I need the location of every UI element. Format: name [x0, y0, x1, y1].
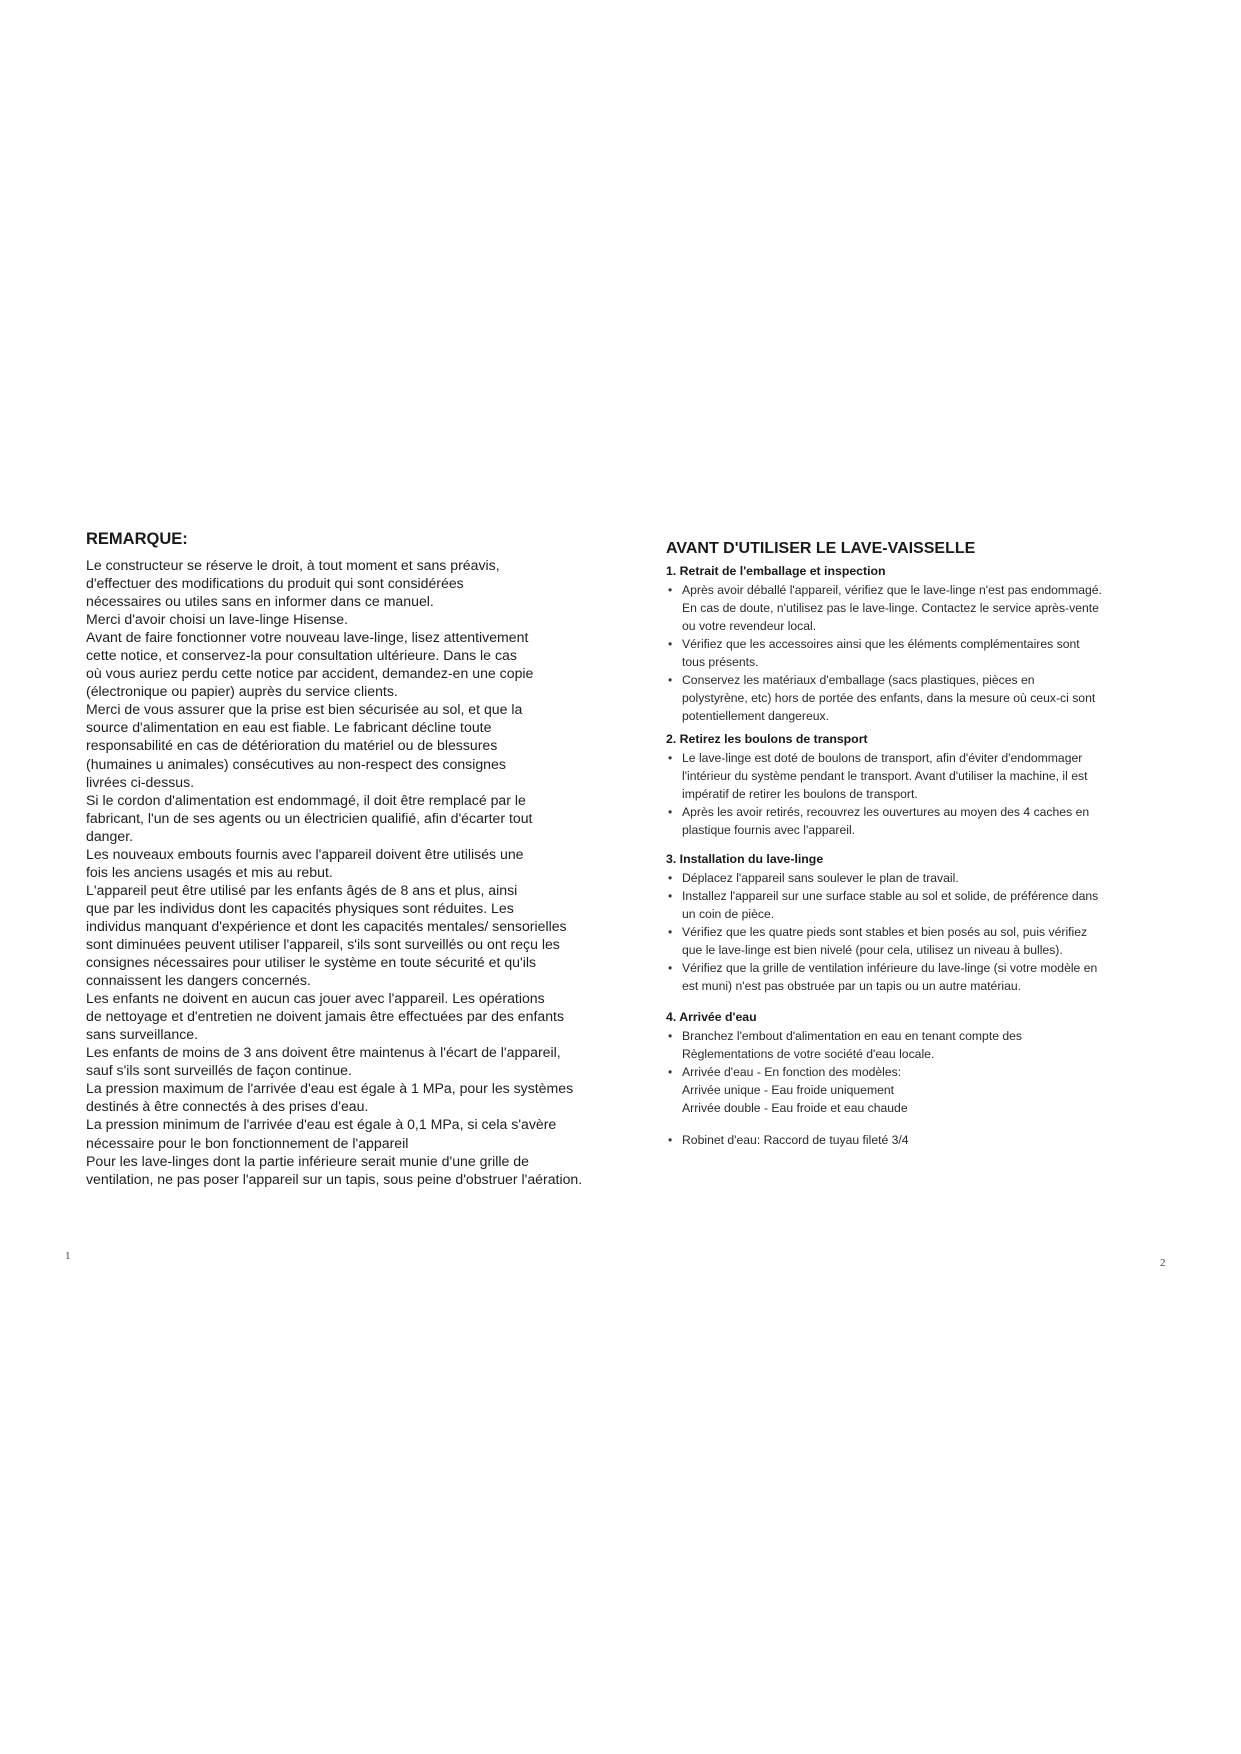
bullet-item — [666, 635, 1171, 671]
remarque-line: responsabilité en cas de détérioration du matériel ou de blessures — [86, 737, 498, 754]
remarque-line: (électronique ou papier) auprès du service clients. — [86, 683, 398, 700]
bullet-list — [666, 749, 1171, 839]
bullet-line: • Branchez l'embout d'alimentation en eau en tenant compte des — [682, 1029, 1023, 1043]
remarque-line: L'appareil peut être utilisé par les enfants âgés de 8 ans et plus, ainsi — [86, 881, 518, 898]
remarque-line: nécessaire pour le bon fonctionnement de l'appareil — [86, 1134, 409, 1151]
remarque-line: danger. — [86, 827, 134, 844]
section-title: 1. Retrait de l'emballage et inspection — [666, 564, 886, 578]
bullet-line: • Déplacez l'appareil sans soulever le plan de travail. — [682, 871, 959, 885]
bullet-item — [666, 581, 1171, 635]
remarque-line: ventilation, ne pas poser l'appareil sur un tapis, sous peine d'obstruer l'aération. — [86, 1170, 583, 1187]
remarque-paragraph — [86, 556, 646, 1188]
bullet-item — [666, 671, 1171, 725]
remarque-heading: REMARQUE: — [86, 530, 188, 548]
bullet-line: • Après avoir déballé l'appareil, vérifiez que le lave-linge n'est pas endommagé. — [682, 583, 1102, 597]
right-column — [666, 540, 1171, 1155]
bullet-line: En cas de doute, n'utilisez pas le lave-linge. Contactez le service après-vente — [682, 601, 1099, 615]
bullet-line: • Après les avoir retirés, recouvrez les ouvertures au moyen des 4 caches en — [682, 805, 1090, 819]
left-column — [86, 530, 646, 1188]
remarque-line: La pression maximum de l'arrivée d'eau est égale à 1 MPa, pour les systèmes — [86, 1080, 574, 1097]
page-number-right: 2 — [1160, 1257, 1166, 1269]
section-title: 2. Retirez les boulons de transport — [666, 732, 868, 746]
remarque-line: que par les individus dont les capacités physiques sont réduites. Les — [86, 899, 514, 916]
remarque-line: d'effectuer des modifications du produit qui sont considérées — [86, 575, 464, 592]
remarque-line: fois les anciens usagés et mis au rebut. — [86, 863, 333, 880]
bullet-item — [666, 1131, 1171, 1149]
bullet-item — [666, 1027, 1171, 1063]
section-4 — [666, 1009, 1171, 1149]
bullet-list — [666, 581, 1171, 725]
page-number-left: 1 — [65, 1250, 71, 1262]
section-title: 4. Arrivée d'eau — [666, 1010, 757, 1024]
remarque-line: Pour les lave-linges dont la partie inférieure serait munie d'une grille de — [86, 1152, 529, 1169]
remarque-line: Si le cordon d'alimentation est endommagé, il doit être remplacé par le — [86, 791, 526, 808]
remarque-line: livrées ci-dessus. — [86, 773, 195, 790]
remarque-line: de nettoyage et d'entretien ne doivent jamais être effectuées par des enfants — [86, 1008, 565, 1025]
remarque-line: Merci de vous assurer que la prise est bien sécurisée au sol, et que la — [86, 701, 523, 718]
bullet-line: • Arrivée d'eau - En fonction des modèles: — [682, 1065, 902, 1079]
bullet-line: Arrivée unique - Eau froide uniquement — [682, 1083, 895, 1097]
section-title: 3. Installation du lave-linge — [666, 852, 824, 866]
before-use-heading: AVANT D'UTILISER LE LAVE-VAISSELLE — [666, 540, 976, 557]
bullet-item — [666, 749, 1171, 803]
remarque-line: Merci d'avoir choisi un lave-linge Hisense. — [86, 611, 348, 628]
section-1 — [666, 563, 1171, 725]
remarque-line: sont diminuées peuvent utiliser l'appareil, s'ils sont surveillés ou ont reçu les — [86, 935, 560, 952]
remarque-line: Les nouveaux embouts fournis avec l'appareil doivent être utilisés une — [86, 845, 524, 862]
bullet-item — [666, 869, 1171, 887]
bullet-list — [666, 869, 1171, 995]
bullet-line: • Robinet d'eau: Raccord de tuyau fileté 3/4 — [682, 1133, 909, 1147]
bullet-line: que le lave-linge est bien nivelé (pour cela, utilisez un niveau à bulles). — [682, 943, 1063, 957]
bullet-line: • Vérifiez que les quatre pieds sont stables et bien posés au sol, puis vérifiez — [682, 925, 1088, 939]
bullet-line: un coin de pièce. — [682, 907, 775, 921]
remarque-line: fabricant, l'un de ses agents ou un électricien qualifié, afin d'écarter tout — [86, 809, 533, 826]
remarque-line: Les enfants ne doivent en aucun cas jouer avec l'appareil. Les opérations — [86, 990, 545, 1007]
bullet-line: l'intérieur du système pendant le transport. Avant d'utiliser la machine, il est — [682, 769, 1088, 783]
bullet-item — [666, 923, 1171, 959]
bullet-list — [666, 1027, 1171, 1149]
bullet-line: • Le lave-linge est doté de boulons de transport, afin d'éviter d'endommager — [682, 751, 1083, 765]
bullet-line: • Conservez les matériaux d'emballage (sacs plastiques, pièces en — [682, 673, 1035, 687]
bullet-line: potentiellement dangereux. — [682, 709, 830, 723]
bullet-line: polystyrène, etc) hors de portée des enfants, dans la mesure où ceux-ci sont — [682, 691, 1096, 705]
bullet-line: • Vérifiez que la grille de ventilation inférieure du lave-linge (si votre modèle en — [682, 961, 1098, 975]
remarque-line: où vous auriez perdu cette notice par accident, demandez-en une copie — [86, 665, 534, 682]
section-3 — [666, 851, 1171, 995]
bullet-item — [666, 959, 1171, 995]
remarque-line: connaissent les dangers concernés. — [86, 972, 311, 989]
bullet-line: ou votre revendeur local. — [682, 619, 817, 633]
remarque-line: source d'alimentation en eau est fiable. Le fabricant décline toute — [86, 719, 492, 736]
bullet-line: tous présents. — [682, 655, 759, 669]
remarque-line: sans surveillance. — [86, 1026, 199, 1043]
bullet-line: impératif de retirer les boulons de transport. — [682, 787, 918, 801]
bullet-line: Arrivée double - Eau froide et eau chaude — [682, 1101, 908, 1115]
bullet-line: • Vérifiez que les accessoires ainsi que les éléments complémentaires sont — [682, 637, 1080, 651]
bullet-line: est muni) n'est pas obstruée par un tapis ou un autre matériau. — [682, 979, 1022, 993]
bullet-item — [666, 1063, 1171, 1117]
remarque-line: Le constructeur se réserve le droit, à tout moment et sans préavis, — [86, 557, 500, 573]
remarque-line: consignes nécessaires pour utiliser le système en toute sécurité et qu'ils — [86, 954, 537, 971]
instruction-sections — [666, 563, 1171, 1149]
remarque-line: destinés à être connectés à des prises d'eau. — [86, 1098, 369, 1115]
bullet-line: • Installez l'appareil sur une surface stable au sol et solide, de préférence dans — [682, 889, 1099, 903]
bullet-line: Règlementations de votre société d'eau locale. — [682, 1047, 935, 1061]
remarque-line: (humaines u animales) consécutives au non-respect des consignes — [86, 755, 506, 772]
remarque-line: individus manquant d'expérience et dont les capacités mentales/ sensorielles — [86, 917, 567, 934]
remarque-line: sauf s'ils sont surveillés de façon continue. — [86, 1062, 352, 1079]
remarque-line: cette notice, et conservez-la pour consultation ultérieure. Dans le cas — [86, 647, 517, 664]
bullet-line: plastique fournis avec l'appareil. — [682, 823, 856, 837]
remarque-line: nécessaires ou utiles sans en informer dans ce manuel. — [86, 593, 434, 610]
bullet-item — [666, 803, 1171, 839]
section-2 — [666, 731, 1171, 839]
remarque-line: Les enfants de moins de 3 ans doivent être maintenus à l'écart de l'appareil, — [86, 1044, 561, 1061]
bullet-item — [666, 887, 1171, 923]
remarque-line: La pression minimum de l'arrivée d'eau est égale à 0,1 MPa, si cela s'avère — [86, 1116, 557, 1133]
remarque-line: Avant de faire fonctionner votre nouveau lave-linge, lisez attentivement — [86, 629, 529, 646]
